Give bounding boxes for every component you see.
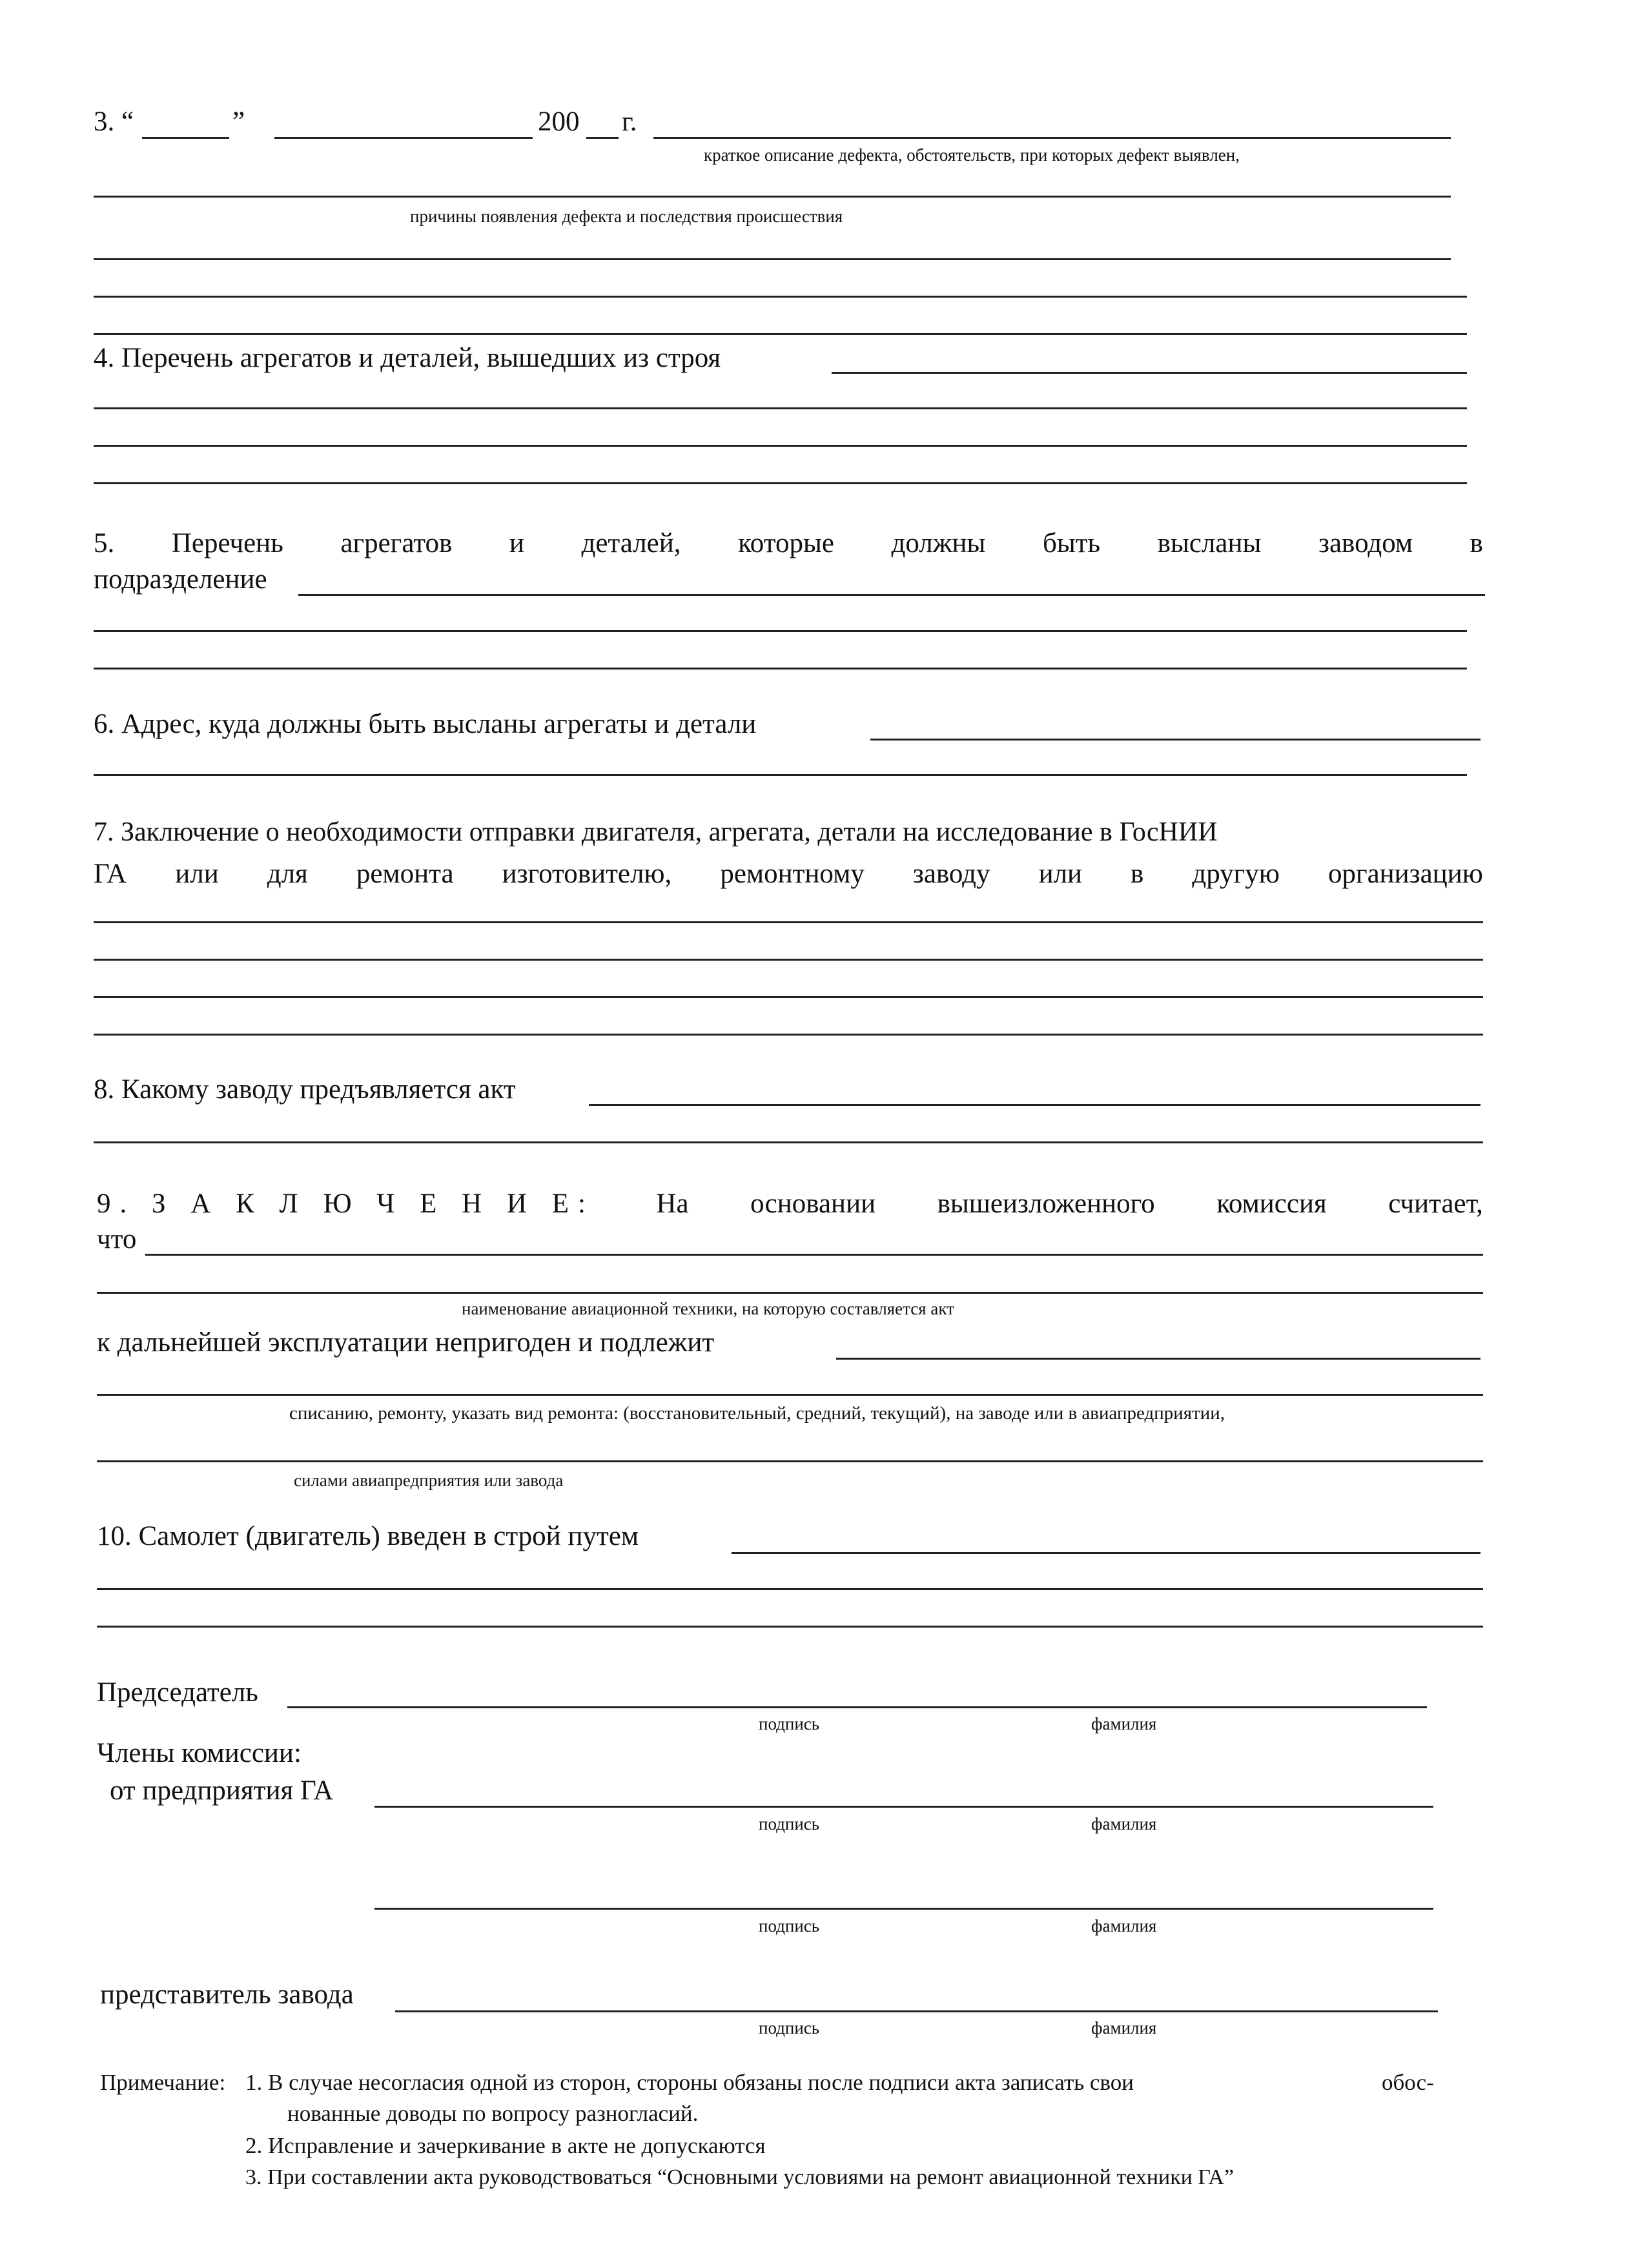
s9-field[interactable] [145,1254,1483,1256]
s5-word: агрегатов [340,528,453,558]
s8-field[interactable] [589,1104,1480,1106]
surname-caption: фамилия [1091,2018,1157,2038]
s3-quote-close: ” [232,107,245,137]
note-1b: обос- [1382,2070,1434,2095]
s8-line[interactable] [94,1141,1483,1143]
ga-signature-field[interactable] [374,1806,1433,1808]
note-1c: нованные доводы по вопросу разногласий. [287,2101,699,2126]
s5-word: заводом [1318,528,1413,558]
s7-line[interactable] [94,959,1483,961]
s5-word: и [509,528,524,558]
note-2: 2. Исправление и зачеркивание в акте не допускаются [245,2133,766,2158]
s3-line[interactable] [94,196,1451,198]
s7-word: для [267,859,308,889]
s9-caption-aircraft: наименование авиационной техники, на которую составляется акт [462,1299,954,1318]
s5-word: деталей, [581,528,681,558]
s7-word: организацию [1327,859,1483,889]
s7-line1: 7. Заключение о необходимости отправки двигателя, агрегата, детали на исследование в ГосНИИ [94,817,1218,847]
s9-line2-label: что [97,1224,137,1254]
s9-field[interactable] [836,1358,1480,1360]
s5-word: Перечень [171,528,283,558]
s9-line1 [97,1190,1483,1218]
s5-word: высланы [1157,528,1262,558]
s3-line[interactable] [94,296,1467,298]
note-3: 3. При составлении акта руководствоваться “Основными условиями на ремонт авиационной техники ГА” [245,2165,1234,2189]
surname-caption: фамилия [1091,1814,1157,1834]
s7-line2 [94,860,1483,888]
s7-line[interactable] [94,921,1483,923]
s7-word: другую [1192,859,1280,889]
s6-line[interactable] [94,774,1467,776]
s3-year-prefix: 200 [538,107,580,137]
note-1a: 1. В случае несогласия одной из сторон, стороны обязаны после подписи акта записать свои [245,2070,1134,2095]
plant-rep-signature-field[interactable] [395,2010,1438,2012]
s5-word: в [1470,528,1483,558]
s7-word: или [1038,859,1083,889]
s9-word: вышеизложенного [937,1189,1155,1219]
notes-label: Примечание: [100,2070,226,2095]
s9-caption-repair: списанию, ремонту, указать вид ремонта: (восстановительный, средний, текущий), на заводе или в авиапредприятии, [289,1403,1225,1424]
s7-word: заводу [912,859,990,889]
members-label: Члены комиссии: [97,1738,302,1768]
s9-caption-forces: силами авиапредприятия или завода [294,1471,564,1490]
s6-field[interactable] [870,739,1480,741]
s4-line[interactable] [94,482,1467,484]
s5-word: 5. [94,528,115,558]
s10-label: 10. Самолет (двигатель) введен в строй путем [97,1521,639,1551]
s7-word: или [175,859,219,889]
s3-number: 3. “ [94,107,134,137]
s5-line[interactable] [94,668,1467,669]
s5-word: должны [891,528,986,558]
s9-heading: 9. З А К Л Ю Ч Е Н И Е: [97,1189,595,1219]
chairman-signature-field[interactable] [287,1706,1427,1708]
s10-line[interactable] [97,1626,1483,1628]
signature-caption: подпись [759,2018,820,2038]
s4-label: 4. Перечень агрегатов и деталей, вышедших из строя [94,343,721,373]
surname-caption: фамилия [1091,1714,1157,1733]
s3-caption-causes: причины появления дефекта и последствия происшествия [410,207,843,226]
s7-line[interactable] [94,996,1483,998]
s9-word: считает, [1388,1189,1483,1219]
s5-field[interactable] [298,594,1485,596]
s4-field[interactable] [832,372,1467,374]
s5-word: которые [738,528,834,558]
s9-line[interactable] [97,1292,1483,1294]
s10-line[interactable] [97,1588,1483,1590]
s8-label: 8. Какому заводу предъявляется акт [94,1074,516,1105]
s7-line[interactable] [94,1034,1483,1036]
s5-word: быть [1042,528,1101,558]
s7-word: ремонта [356,859,454,889]
plant-rep-label: представитель завода [100,1979,354,2010]
s3-year-suffix: г. [622,107,637,137]
s3-description-field[interactable] [653,137,1451,139]
surname-caption: фамилия [1091,1916,1157,1936]
signature-caption: подпись [759,1714,820,1733]
from-ga-label: от предприятия ГА [110,1775,334,1806]
s5-line2-label: подразделение [94,564,267,595]
s6-label: 6. Адрес, куда должны быть высланы агрегаты и детали [94,709,757,739]
member-signature-field[interactable] [374,1908,1433,1910]
s9-word: На [656,1189,689,1219]
s7-word: ГА [94,859,127,889]
chairman-label: Председатель [97,1677,258,1708]
s4-line[interactable] [94,407,1467,409]
s3-caption-defect: краткое описание дефекта, обстоятельств, при которых дефект выявлен, [704,145,1240,165]
s5-line[interactable] [94,630,1467,632]
s4-line[interactable] [94,445,1467,447]
s7-word: ремонтному [720,859,865,889]
s3-line[interactable] [94,258,1451,260]
s3-year-field[interactable] [586,137,619,139]
s7-word: изготовителю, [502,859,672,889]
s7-word: в [1131,859,1144,889]
s3-month-field[interactable] [274,137,533,139]
s9-word: основании [750,1189,876,1219]
s9-word: комиссия [1216,1189,1327,1219]
s3-day-field[interactable] [142,137,229,139]
s10-field[interactable] [732,1552,1480,1554]
s3-line[interactable] [94,333,1467,335]
s9-line3-label: к дальнейшей эксплуатации непригоден и подлежит [97,1327,715,1358]
s9-line[interactable] [97,1394,1483,1396]
signature-caption: подпись [759,1814,820,1834]
s5-line1 [94,529,1483,557]
signature-caption: подпись [759,1916,820,1936]
s9-line[interactable] [97,1460,1483,1462]
